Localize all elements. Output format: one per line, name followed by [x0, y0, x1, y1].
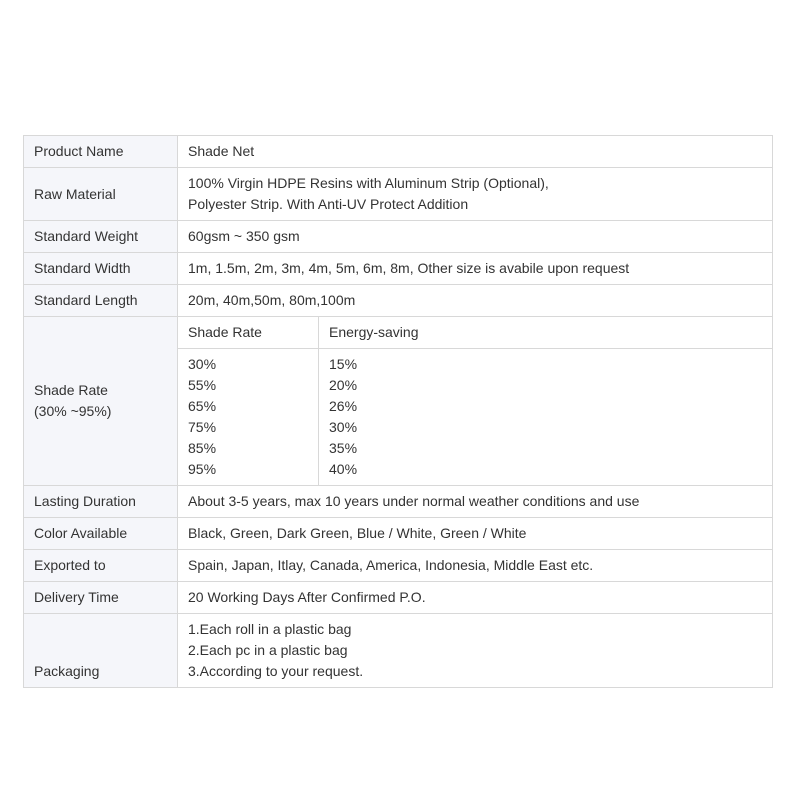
energy-saving-value: 30%	[329, 419, 358, 435]
row-standard-length	[24, 285, 773, 317]
label-shade-rate	[24, 317, 178, 486]
shade-rate-label-line: Shade Rate	[34, 382, 108, 398]
energy-saving-value: 35%	[329, 440, 358, 456]
energy-saving-value: 20%	[329, 377, 358, 393]
shade-rate-value: 95%	[188, 461, 217, 477]
subtable-values-row	[178, 349, 772, 486]
spec-table	[23, 135, 773, 688]
row-delivery-time	[24, 582, 773, 614]
shade-rate-value: 55%	[188, 377, 217, 393]
label-exported-to: Exported to	[24, 550, 178, 582]
row-raw-material	[24, 168, 773, 221]
packaging-line: 1.Each roll in a plastic bag	[188, 621, 352, 637]
row-exported-to	[24, 550, 773, 582]
value-product-name: Shade Net	[178, 136, 773, 168]
label-standard-width: Standard Width	[24, 253, 178, 285]
packaging-line: 2.Each pc in a plastic bag	[188, 642, 348, 658]
value-standard-length: 20m, 40m,50m, 80m,100m	[178, 285, 773, 317]
energy-saving-value: 15%	[329, 356, 358, 372]
row-packaging	[24, 614, 773, 688]
row-shade-rate	[24, 317, 773, 486]
subtable-header-row	[178, 317, 772, 349]
label-standard-length: Standard Length	[24, 285, 178, 317]
subtable-header-shade-rate: Shade Rate	[178, 317, 319, 349]
shade-rate-value: 75%	[188, 419, 217, 435]
shade-rate-value: 65%	[188, 398, 217, 414]
shade-rate-subtable	[178, 317, 772, 485]
value-delivery-time: 20 Working Days After Confirmed P.O.	[178, 582, 773, 614]
subtable-header-energy-saving: Energy-saving	[319, 317, 773, 349]
value-shade-rate	[178, 317, 773, 486]
energy-saving-value: 26%	[329, 398, 358, 414]
shade-rate-value: 85%	[188, 440, 217, 456]
value-color-available: Black, Green, Dark Green, Blue / White, Green / White	[178, 518, 773, 550]
row-lasting-duration	[24, 486, 773, 518]
label-delivery-time: Delivery Time	[24, 582, 178, 614]
raw-material-line: 100% Virgin HDPE Resins with Aluminum Strip (Optional),	[188, 175, 549, 191]
row-color-available	[24, 518, 773, 550]
value-standard-width: 1m, 1.5m, 2m, 3m, 4m, 5m, 6m, 8m, Other size is avabile upon request	[178, 253, 773, 285]
row-product-name	[24, 136, 773, 168]
energy-saving-values	[319, 349, 773, 486]
label-standard-weight: Standard Weight	[24, 221, 178, 253]
value-exported-to: Spain, Japan, Itlay, Canada, America, Indonesia, Middle East etc.	[178, 550, 773, 582]
energy-saving-value: 40%	[329, 461, 358, 477]
row-standard-width	[24, 253, 773, 285]
row-standard-weight	[24, 221, 773, 253]
shade-rate-values	[178, 349, 319, 486]
value-raw-material	[178, 168, 773, 221]
value-standard-weight: 60gsm ~ 350 gsm	[178, 221, 773, 253]
label-product-name: Product Name	[24, 136, 178, 168]
value-lasting-duration: About 3-5 years, max 10 years under normal weather conditions and use	[178, 486, 773, 518]
label-color-available: Color Available	[24, 518, 178, 550]
raw-material-line: Polyester Strip. With Anti-UV Protect Addition	[188, 196, 469, 212]
shade-rate-label-range: (30% ~95%)	[34, 403, 112, 419]
label-lasting-duration: Lasting Duration	[24, 486, 178, 518]
value-packaging	[178, 614, 773, 688]
label-packaging: Packaging	[24, 614, 178, 688]
shade-rate-value: 30%	[188, 356, 217, 372]
label-raw-material: Raw Material	[24, 168, 178, 221]
packaging-line: 3.According to your request.	[188, 663, 364, 679]
